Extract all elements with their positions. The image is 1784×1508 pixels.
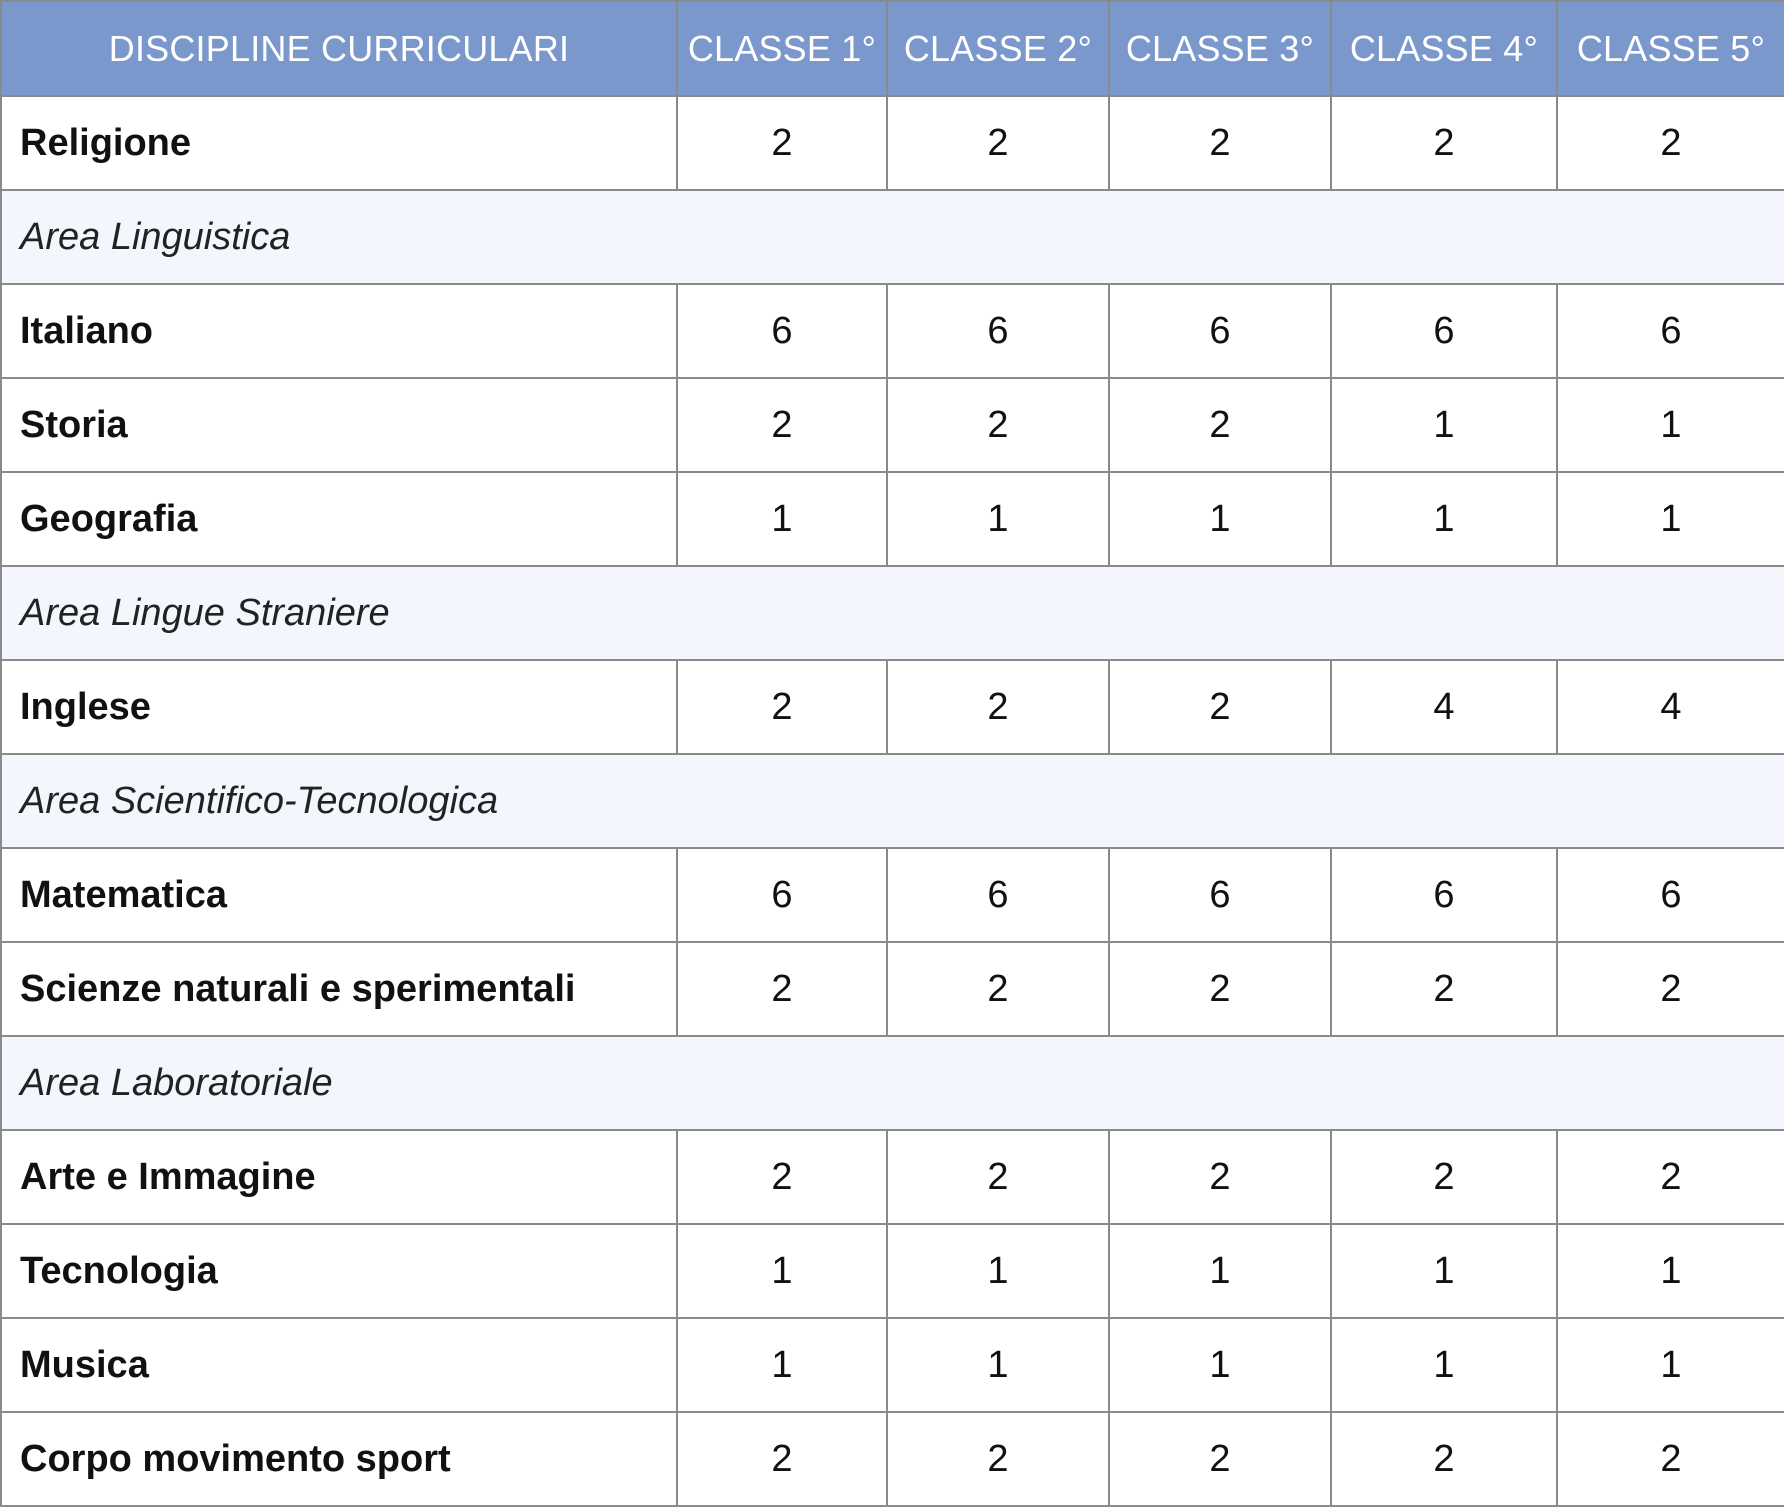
- hours-class-5: 1: [1557, 1318, 1784, 1412]
- area-label: Area Laboratoriale: [1, 1036, 1784, 1130]
- header-class-3: CLASSE 3°: [1109, 1, 1331, 96]
- hours-class-2: 6: [887, 284, 1109, 378]
- subject-name: Religione: [1, 96, 677, 190]
- area-row: [1, 1036, 1784, 1130]
- hours-class-4: 2: [1331, 96, 1557, 190]
- table-row: [1, 660, 1784, 754]
- table-row: [1, 472, 1784, 566]
- hours-class-3: 6: [1109, 848, 1331, 942]
- hours-class-1: 1: [677, 1318, 887, 1412]
- hours-class-2: 2: [887, 942, 1109, 1036]
- hours-class-2: 1: [887, 1318, 1109, 1412]
- hours-class-1: 2: [677, 96, 887, 190]
- hours-class-5: 2: [1557, 1130, 1784, 1224]
- hours-class-5: 6: [1557, 284, 1784, 378]
- hours-class-3: 6: [1109, 284, 1331, 378]
- hours-class-4: 6: [1331, 848, 1557, 942]
- subject-name: Italiano: [1, 284, 677, 378]
- header-class-5: CLASSE 5°: [1557, 1, 1784, 96]
- hours-class-4: 1: [1331, 1224, 1557, 1318]
- hours-class-5: 2: [1557, 942, 1784, 1036]
- subject-name: Arte e Immagine: [1, 1130, 677, 1224]
- header-class-4: CLASSE 4°: [1331, 1, 1557, 96]
- subject-name: Tecnologia: [1, 1224, 677, 1318]
- hours-class-1: 2: [677, 378, 887, 472]
- hours-class-4: 1: [1331, 1318, 1557, 1412]
- table-row: [1, 1130, 1784, 1224]
- subject-name: Scienze naturali e sperimentali: [1, 942, 677, 1036]
- table-row: [1, 1412, 1784, 1506]
- area-row: [1, 566, 1784, 660]
- hours-class-5: 2: [1557, 1412, 1784, 1506]
- subject-name: Musica: [1, 1318, 677, 1412]
- hours-class-1: 2: [677, 942, 887, 1036]
- hours-class-3: 1: [1109, 1224, 1331, 1318]
- header-row: [1, 1, 1784, 96]
- hours-class-1: 2: [677, 1130, 887, 1224]
- hours-class-5: 6: [1557, 848, 1784, 942]
- subject-name: Corpo movimento sport: [1, 1412, 677, 1506]
- hours-class-1: 2: [677, 1412, 887, 1506]
- hours-class-2: 2: [887, 1130, 1109, 1224]
- hours-class-4: 1: [1331, 378, 1557, 472]
- subject-name: Matematica: [1, 848, 677, 942]
- hours-class-4: 2: [1331, 942, 1557, 1036]
- area-label: Area Lingue Straniere: [1, 566, 1784, 660]
- area-row: [1, 754, 1784, 848]
- hours-class-1: 6: [677, 848, 887, 942]
- hours-class-3: 2: [1109, 1412, 1331, 1506]
- table-row: [1, 1224, 1784, 1318]
- hours-class-5: 2: [1557, 96, 1784, 190]
- hours-class-2: 2: [887, 378, 1109, 472]
- hours-class-4: 1: [1331, 472, 1557, 566]
- table-row: [1, 284, 1784, 378]
- hours-class-2: 1: [887, 1224, 1109, 1318]
- header-discipline: DISCIPLINE CURRICULARI: [1, 1, 677, 96]
- table-row: [1, 1318, 1784, 1412]
- area-label: Area Scientifico-Tecnologica: [1, 754, 1784, 848]
- hours-class-2: 2: [887, 1412, 1109, 1506]
- hours-class-1: 1: [677, 1224, 887, 1318]
- hours-class-1: 6: [677, 284, 887, 378]
- hours-class-3: 2: [1109, 378, 1331, 472]
- table-row: [1, 378, 1784, 472]
- hours-class-3: 2: [1109, 942, 1331, 1036]
- hours-class-2: 2: [887, 96, 1109, 190]
- area-row: [1, 190, 1784, 284]
- table-header: [1, 1, 1784, 96]
- table-row: [1, 96, 1784, 190]
- hours-class-4: 4: [1331, 660, 1557, 754]
- subject-name: Storia: [1, 378, 677, 472]
- hours-class-2: 2: [887, 660, 1109, 754]
- hours-class-5: 1: [1557, 1224, 1784, 1318]
- hours-class-4: 2: [1331, 1412, 1557, 1506]
- area-label: Area Linguistica: [1, 190, 1784, 284]
- hours-class-1: 2: [677, 660, 887, 754]
- hours-class-2: 1: [887, 472, 1109, 566]
- table-body: [1, 96, 1784, 1506]
- table-row: [1, 848, 1784, 942]
- hours-class-3: 2: [1109, 96, 1331, 190]
- hours-class-5: 4: [1557, 660, 1784, 754]
- subject-name: Geografia: [1, 472, 677, 566]
- hours-class-4: 6: [1331, 284, 1557, 378]
- hours-class-3: 2: [1109, 1130, 1331, 1224]
- hours-class-3: 1: [1109, 1318, 1331, 1412]
- hours-class-3: 1: [1109, 472, 1331, 566]
- subject-name: Inglese: [1, 660, 677, 754]
- hours-class-5: 1: [1557, 472, 1784, 566]
- header-class-2: CLASSE 2°: [887, 1, 1109, 96]
- table-row: [1, 942, 1784, 1036]
- hours-class-4: 2: [1331, 1130, 1557, 1224]
- hours-class-2: 6: [887, 848, 1109, 942]
- hours-class-1: 1: [677, 472, 887, 566]
- hours-class-5: 1: [1557, 378, 1784, 472]
- header-class-1: CLASSE 1°: [677, 1, 887, 96]
- hours-class-3: 2: [1109, 660, 1331, 754]
